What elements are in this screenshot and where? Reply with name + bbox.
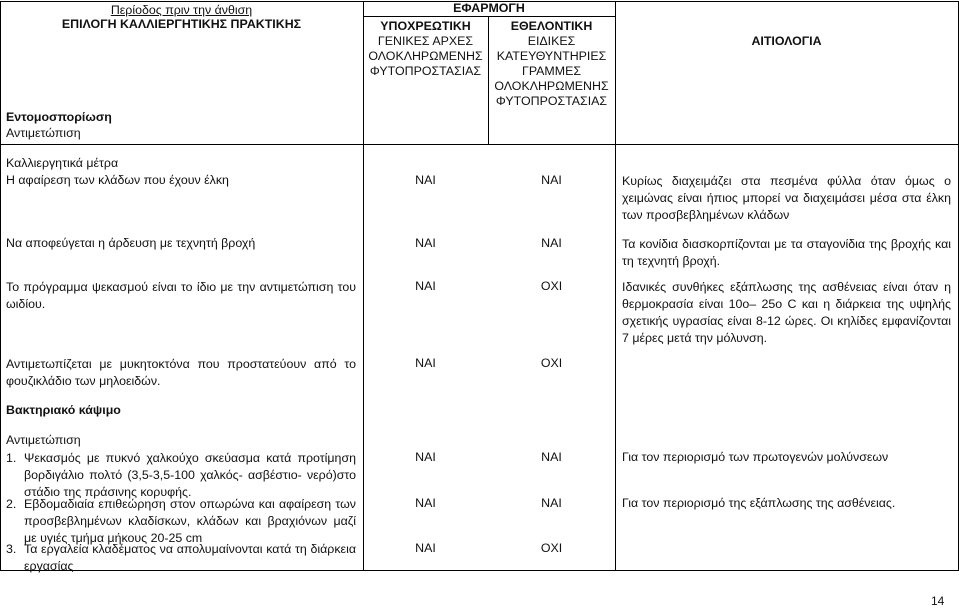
row4-mandatory: ΝΑΙ xyxy=(415,356,436,370)
voluntary-line: ΕΙΔΙΚΕΣ xyxy=(527,34,576,48)
period-title: Περίοδος πριν την άνθιση xyxy=(110,3,253,17)
row2-mandatory: ΝΑΙ xyxy=(415,236,436,250)
item2-reason: Για τον περιορισμό της εξάπλωσης της ασθένειας. xyxy=(622,496,896,510)
section2-title: Βακτηριακό κάψιμο xyxy=(6,403,121,417)
row3-voluntary: ΟΧΙ xyxy=(540,279,563,293)
application-header: ΕΦΑΡΜΟΓΗ xyxy=(453,1,525,15)
section1-title: Εντομοσπορίωση xyxy=(6,110,112,124)
row4-practice: Αντιμετωπίζεται με μυκητοκτόνα που προστατεύουν από το φουζικλάδιο των μηλοειδών. xyxy=(6,357,356,388)
mandatory-line: ΓΕΝΙΚΕΣ ΑΡΧΕΣ xyxy=(377,34,474,48)
application-divider xyxy=(363,16,615,17)
mandatory-line: ΟΛΟΚΛΗΡΩΜΕΝΗΣ xyxy=(368,49,483,63)
item-number: 1. xyxy=(6,451,17,465)
voluntary-line: ΟΛΟΚΛΗΡΩΜΕΝΗΣ xyxy=(494,79,609,93)
item-text: Τα εργαλεία κλαδέματος να απολυμαίνονται κατά τη διάρκεια εργασίας xyxy=(24,542,356,573)
reasoning-header: ΑΙΤΙΟΛΟΓΙΑ xyxy=(751,34,822,48)
item1-mandatory: ΝΑΙ xyxy=(415,450,436,464)
voluntary-line: ΓΡΑΜΜΕΣ xyxy=(522,64,581,78)
row2-voluntary: ΝΑΙ xyxy=(541,236,562,250)
row1-practice: Η αφαίρεση των κλάδων που έχουν έλκη xyxy=(6,173,229,187)
section2-item-2 xyxy=(6,496,356,547)
item2-mandatory: ΝΑΙ xyxy=(415,496,436,510)
row1-reason: Κυρίως διαχειμάζει στα πεσμένα φύλλα όταν όμως ο χειμώνας είναι ήπιος μπορεί να διαχειμάσει μέσα στα έλκη των προσβεβλημένων κλάδων xyxy=(622,174,951,222)
voluntary-title: ΕΘΕΛΟΝΤΙΚΗ xyxy=(510,19,593,33)
voluntary-line: ΚΑΤΕΥΘΥΝΤΗΡΙΕΣ xyxy=(496,49,607,63)
item-text: Ψεκασμός με πυκνό χαλκούχο σκεύασμα κατά προτίμηση βορδιγάλιο πολτό (3,5-3,5-100 χαλκός- ασβέστιο- νερό)στο στάδιο της πράσινης κορυφής. xyxy=(24,451,356,499)
row3-practice: Το πρόγραμμα ψεκασμού είναι το ίδιο με την αντιμετώπιση του ωιδίου. xyxy=(6,280,356,311)
row1-voluntary: ΝΑΙ xyxy=(541,173,562,187)
item-number: 2. xyxy=(6,497,17,511)
header-bottom-border xyxy=(0,144,959,145)
section1-subtitle: Αντιμετώπιση xyxy=(6,126,81,140)
item3-mandatory: ΝΑΙ xyxy=(415,541,436,555)
row3-mandatory: ΝΑΙ xyxy=(415,279,436,293)
item3-voluntary: ΟΧΙ xyxy=(540,541,563,555)
item-number: 3. xyxy=(6,542,17,556)
item-text: Εβδομαδιαία επιθεώρηση στον οπωρώνα και αφαίρεση των προσβεβλημένων κλαδίσκων, κλάδων και βραχιόνων μαζί με υγιές τμήμα μήκους 20-25 cm xyxy=(24,497,356,545)
mandatory-line: ΦΥΤΟΠΡΟΣΤΑΣΙΑΣ xyxy=(369,64,482,78)
row2-practice: Να αποφεύγεται η άρδευση με τεχνητή βροχή xyxy=(6,236,256,250)
column-divider-3 xyxy=(615,1,616,571)
cultural-measures-label: Καλλιεργητικά μέτρα xyxy=(6,156,119,170)
section2-item-3 xyxy=(6,541,356,575)
voluntary-line: ΦΥΤΟΠΡΟΣΤΑΣΙΑΣ xyxy=(495,94,608,108)
item1-voluntary: ΝΑΙ xyxy=(541,450,562,464)
row1-mandatory: ΝΑΙ xyxy=(415,173,436,187)
mandatory-header xyxy=(363,19,488,79)
voluntary-header xyxy=(488,19,615,109)
row4-voluntary: ΟΧΙ xyxy=(540,356,563,370)
practice-choice-title: ΕΠΙΛΟΓΗ ΚΑΛΛΙΕΡΓΗΤΙΚΗΣ ΠΡΑΚΤΙΚΗΣ xyxy=(61,17,302,31)
header-title-cell xyxy=(0,3,363,31)
page-number: 14 xyxy=(931,594,945,608)
table-left-border xyxy=(0,1,1,571)
item1-reason: Για τον περιορισμό των πρωτογενών μολύνσεων xyxy=(622,450,889,464)
section2-subtitle: Αντιμετώπιση xyxy=(6,433,81,447)
mandatory-title: ΥΠΟΧΡΕΩΤΙΚΗ xyxy=(380,19,471,33)
section2-item-1 xyxy=(6,450,356,501)
item2-voluntary: ΝΑΙ xyxy=(541,496,562,510)
row3-reason: Ιδανικές συνθήκες εξάπλωσης της ασθένειας είναι όταν η θερμοκρασία είναι 10ο– 25ο C και η διάρκεια της υψηλής σχετικής υγρασίας είναι 8-12 ώρες. Οι κηλίδες εμφανίζονται 7 μέρες μετά την μόλυνση. xyxy=(622,280,951,345)
row2-reason: Τα κονίδια διασκορπίζονται με τα σταγονίδια της βροχής και τη τεχνητή βροχή. xyxy=(622,237,951,268)
